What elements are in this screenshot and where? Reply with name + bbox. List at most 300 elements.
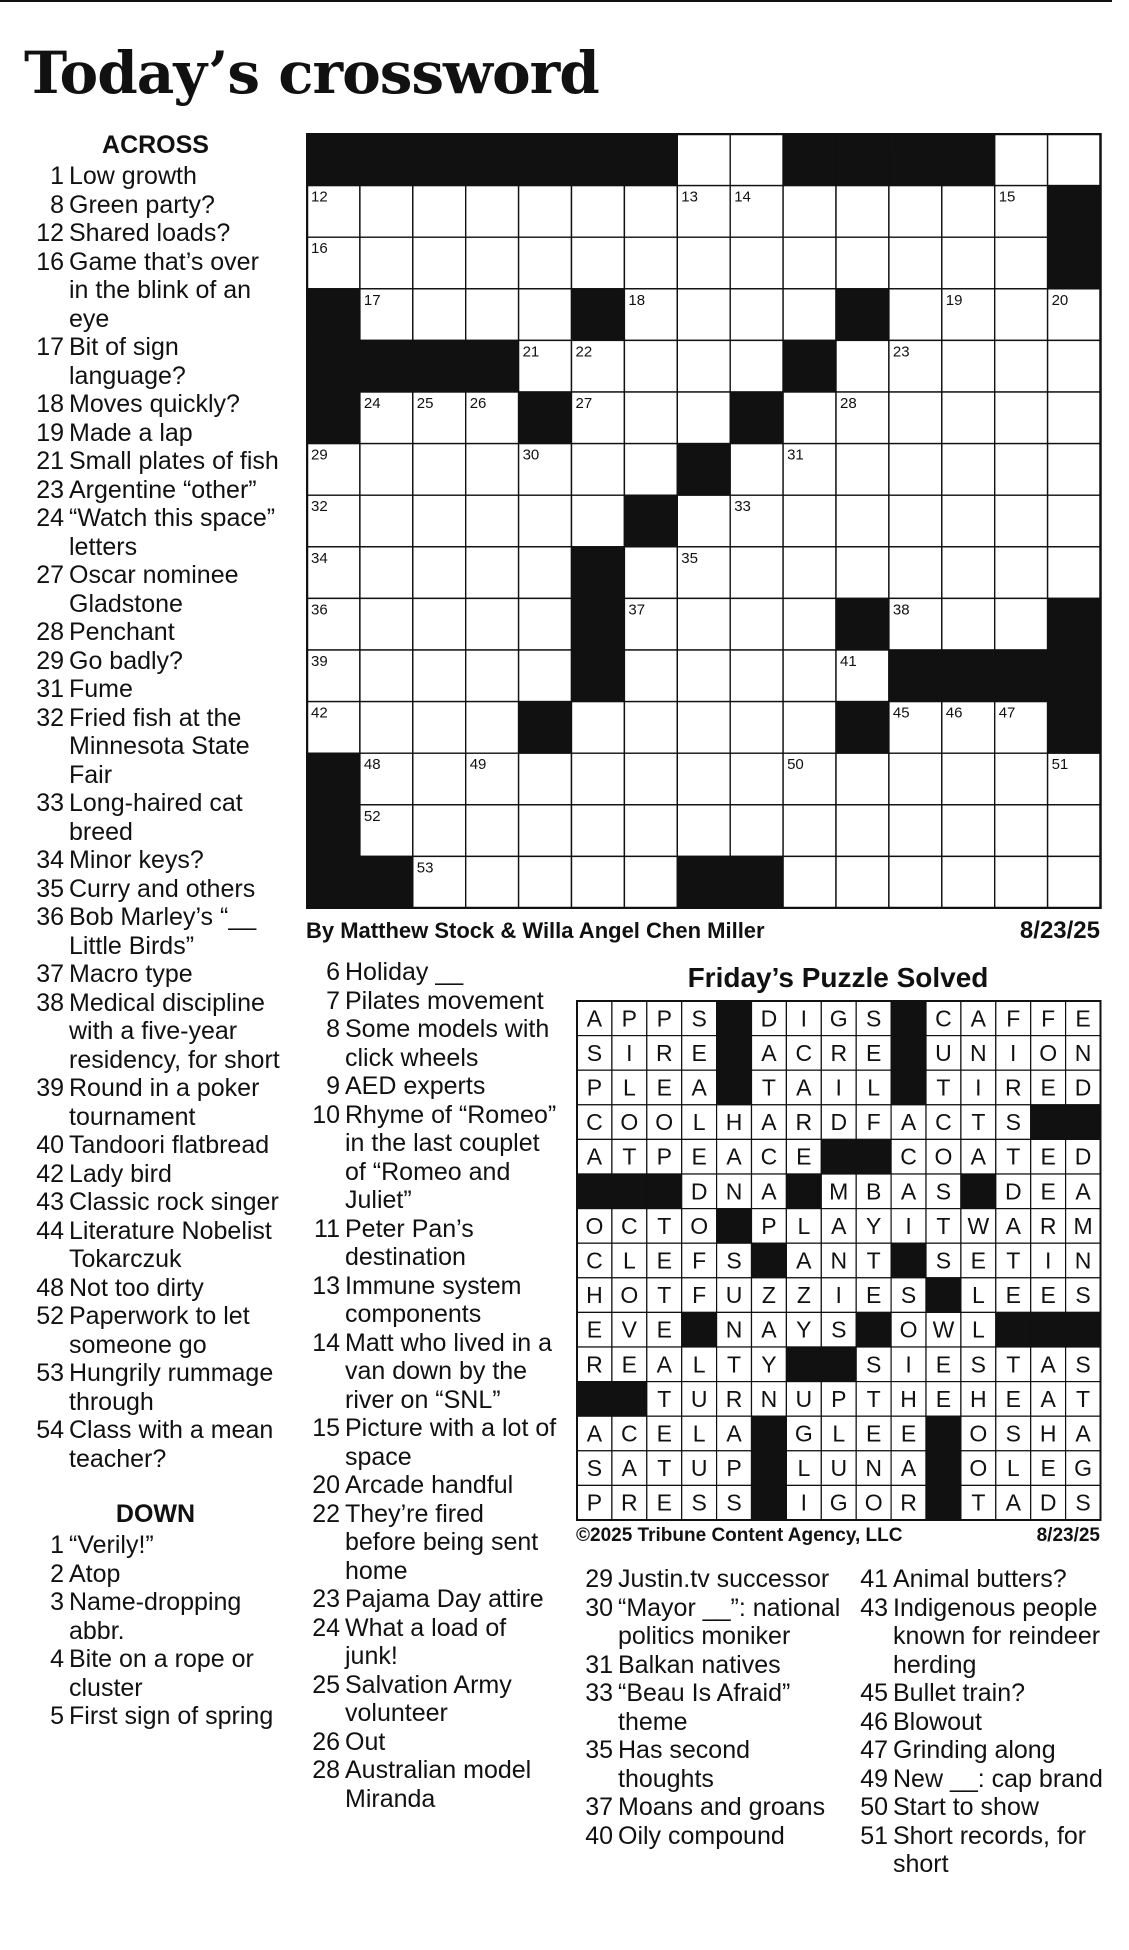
grid-cell[interactable] [360, 702, 413, 754]
down-clue-29[interactable] [577, 1565, 842, 1594]
grid-cell[interactable] [942, 753, 995, 805]
across-clue-54[interactable] [28, 1416, 283, 1473]
solution-letter: E [586, 1316, 603, 1343]
solution-letter: T [657, 1385, 672, 1412]
grid-cell[interactable] [519, 753, 572, 805]
grid-cell[interactable] [942, 805, 995, 857]
solution-letter: O [969, 1455, 988, 1482]
across-clue-27[interactable] [28, 561, 283, 618]
grid-cell[interactable] [889, 444, 942, 496]
grid-cell[interactable] [519, 598, 572, 650]
down-clue-1[interactable] [28, 1531, 283, 1560]
down-clue-6[interactable] [304, 958, 559, 987]
clue-number: 13 [312, 1271, 340, 1300]
down-clue-22[interactable] [304, 1500, 559, 1586]
crossword-grid[interactable] [306, 133, 1102, 909]
clue-number: 23 [36, 475, 64, 504]
clue-number: 40 [585, 1821, 613, 1850]
grid-cell[interactable] [942, 495, 995, 547]
grid-cell[interactable] [466, 856, 519, 908]
clue-text: Game that’s over in the blink of an eye [69, 247, 259, 333]
grid-cell[interactable] [995, 392, 1048, 444]
grid-cell[interactable] [677, 805, 730, 857]
solution-black-square [926, 1485, 961, 1520]
grid-cell[interactable] [783, 495, 836, 547]
grid-cell[interactable] [413, 547, 466, 599]
grid-cell[interactable] [519, 856, 572, 908]
solution-letter: R [1039, 1212, 1057, 1239]
solution-letter: L [971, 1316, 985, 1343]
black-square [307, 340, 360, 392]
grid-cell[interactable] [783, 237, 836, 289]
across-clue-44[interactable] [28, 1217, 283, 1274]
grid-cell[interactable] [783, 547, 836, 599]
clue-number: 25 [312, 1670, 340, 1699]
grid-cell[interactable] [624, 650, 677, 702]
grid-cell[interactable] [730, 805, 783, 857]
across-clue-28[interactable] [28, 618, 283, 647]
grid-cell[interactable] [466, 547, 519, 599]
down-clue-9[interactable] [304, 1072, 559, 1101]
grid-cell[interactable] [413, 598, 466, 650]
across-clue-35[interactable] [28, 875, 283, 904]
grid-cell[interactable] [360, 444, 413, 496]
solution-letter: H [900, 1385, 917, 1412]
grid-cell[interactable] [413, 805, 466, 857]
solution-letter: A [726, 1420, 742, 1447]
grid-cell[interactable] [942, 547, 995, 599]
down-clue-7[interactable] [304, 987, 559, 1016]
grid-cell[interactable] [942, 237, 995, 289]
grid-cell[interactable] [677, 753, 730, 805]
grid-cell[interactable] [413, 237, 466, 289]
grid-cell[interactable] [677, 598, 730, 650]
across-clue-37[interactable] [28, 960, 283, 989]
down-clue-5[interactable] [28, 1702, 283, 1731]
grid-cell[interactable] [995, 340, 1048, 392]
grid-cell[interactable] [624, 392, 677, 444]
grid-cell[interactable] [730, 134, 783, 186]
clue-number: 29 [36, 646, 64, 675]
solution-letter: D [1074, 1074, 1092, 1101]
cell-number: 15 [998, 188, 1016, 206]
down-clue-49[interactable] [852, 1765, 1117, 1794]
solution-letter: D [830, 1109, 848, 1136]
grid-cell[interactable] [889, 237, 942, 289]
cell-number: 5 [522, 137, 531, 154]
grid-cell[interactable] [466, 289, 519, 341]
grid-cell[interactable] [624, 547, 677, 599]
solution-letter: E [1040, 1074, 1056, 1101]
grid-cell[interactable] [783, 392, 836, 444]
grid-cell[interactable] [466, 495, 519, 547]
down-clue-33[interactable] [577, 1679, 842, 1736]
down-clue-51[interactable] [852, 1822, 1117, 1879]
down-clue-13[interactable] [304, 1272, 559, 1329]
solution-letter: A [761, 1316, 777, 1343]
grid-cell[interactable] [995, 547, 1048, 599]
grid-cell[interactable] [624, 805, 677, 857]
grid-cell[interactable] [730, 547, 783, 599]
solution-letter: O [620, 1109, 639, 1136]
solution-letter: T [657, 1282, 672, 1309]
across-clue-43[interactable] [28, 1188, 283, 1217]
clue-column-1 [28, 130, 283, 1731]
grid-cell[interactable] [519, 805, 572, 857]
grid-cell[interactable] [889, 547, 942, 599]
solution-letter: L [797, 1212, 811, 1239]
across-clue-53[interactable] [28, 1359, 283, 1416]
grid-cell[interactable] [995, 805, 1048, 857]
grid-cell[interactable] [730, 340, 783, 392]
grid-cell[interactable] [889, 805, 942, 857]
clue-number: 37 [36, 960, 64, 988]
across-clue-48[interactable] [28, 1274, 283, 1303]
grid-cell[interactable] [413, 650, 466, 702]
clue-number: 37 [585, 1793, 613, 1821]
clue-number: 30 [585, 1593, 613, 1622]
solution-letter: E [691, 1039, 707, 1066]
grid-cell[interactable] [730, 753, 783, 805]
clue-text: Fried fish at the Minnesota State Fair [69, 703, 250, 789]
grid-cell[interactable] [572, 495, 625, 547]
clue-number: 28 [36, 618, 64, 646]
clue-number: 8 [50, 190, 64, 219]
grid-cell[interactable] [413, 186, 466, 238]
grid-cell[interactable] [519, 237, 572, 289]
grid-cell[interactable] [677, 237, 730, 289]
grid-cell[interactable] [889, 186, 942, 238]
grid-cell[interactable] [413, 289, 466, 341]
grid-cell[interactable] [677, 340, 730, 392]
across-clue-34[interactable] [28, 846, 283, 875]
down-clue-31[interactable] [577, 1651, 842, 1680]
grid-cell[interactable] [889, 289, 942, 341]
grid-cell[interactable] [836, 237, 889, 289]
solution-letter: P [831, 1385, 847, 1412]
grid-cell[interactable] [572, 237, 625, 289]
grid-cell[interactable] [942, 856, 995, 908]
grid-cell[interactable] [1048, 134, 1101, 186]
clue-text: Pilates movement [345, 986, 544, 1015]
grid-cell[interactable] [519, 650, 572, 702]
grid-cell[interactable] [1048, 340, 1101, 392]
grid-cell[interactable] [677, 289, 730, 341]
solution-letter: F [692, 1282, 707, 1309]
grid-cell[interactable] [1048, 856, 1101, 908]
grid-cell[interactable] [572, 444, 625, 496]
solution-letter: S [1005, 1420, 1021, 1447]
grid-cell[interactable] [677, 702, 730, 754]
down-clue-45[interactable] [852, 1679, 1117, 1708]
grid-cell[interactable] [360, 650, 413, 702]
solution-letter: E [1040, 1143, 1056, 1170]
clue-number: 20 [312, 1471, 340, 1499]
down-clue-8[interactable] [304, 1015, 559, 1072]
grid-cell[interactable] [836, 856, 889, 908]
cell-number: 35 [681, 549, 698, 567]
clue-number: 23 [312, 1585, 340, 1613]
grid-cell[interactable] [942, 186, 995, 238]
grid-cell[interactable] [677, 392, 730, 444]
down-clue-40[interactable] [577, 1822, 842, 1851]
down-clue-2[interactable] [28, 1560, 283, 1589]
down-clue-46[interactable] [852, 1708, 1117, 1737]
grid-cell[interactable] [836, 753, 889, 805]
grid-cell[interactable] [942, 444, 995, 496]
grid-cell[interactable] [730, 702, 783, 754]
grid-cell[interactable] [730, 598, 783, 650]
grid-cell[interactable] [466, 237, 519, 289]
solution-letter: N [830, 1247, 848, 1274]
solution-letter: N [725, 1316, 743, 1343]
solution-letter: A [900, 1109, 917, 1136]
grid-cell[interactable] [836, 340, 889, 392]
across-clue-19[interactable] [28, 419, 283, 448]
grid-cell[interactable] [466, 805, 519, 857]
solution-letter: L [867, 1074, 881, 1101]
grid-cell[interactable] [730, 650, 783, 702]
grid-cell[interactable] [624, 753, 677, 805]
grid-cell[interactable] [995, 134, 1048, 186]
solution-letter: H [586, 1282, 603, 1309]
across-clue-29[interactable] [28, 647, 283, 676]
grid-cell[interactable] [995, 237, 1048, 289]
solution-letter: T [971, 1109, 986, 1136]
down-clue-11[interactable] [304, 1215, 559, 1272]
grid-cell[interactable] [1048, 444, 1101, 496]
clue-text: Small plates of fish [69, 447, 279, 475]
down-clue-23[interactable] [304, 1585, 559, 1614]
grid-cell[interactable] [572, 856, 625, 908]
grid-cell[interactable] [360, 186, 413, 238]
across-clue-24[interactable] [28, 504, 283, 561]
down-clue-10[interactable] [304, 1101, 559, 1215]
solution-letter: E [1040, 1178, 1056, 1205]
clue-text: Classic rock singer [69, 1188, 279, 1216]
clue-text: Made a lap [69, 418, 193, 447]
solution-letter: Y [761, 1351, 777, 1378]
grid-cell[interactable] [360, 598, 413, 650]
across-clue-42[interactable] [28, 1160, 283, 1189]
grid-cell[interactable] [466, 444, 519, 496]
grid-cell[interactable] [572, 753, 625, 805]
grid-cell[interactable] [572, 186, 625, 238]
grid-cell[interactable] [836, 495, 889, 547]
grid-cell[interactable] [783, 702, 836, 754]
grid-cell[interactable] [466, 598, 519, 650]
grid-cell[interactable] [942, 340, 995, 392]
down-clue-28[interactable] [304, 1756, 559, 1813]
black-square [836, 598, 889, 650]
solution-letter: O [620, 1282, 639, 1309]
black-square [1048, 598, 1101, 650]
down-clue-3[interactable] [28, 1588, 283, 1645]
grid-cell[interactable] [466, 650, 519, 702]
clue-number: 44 [36, 1216, 64, 1245]
grid-cell[interactable] [730, 444, 783, 496]
clue-number: 1 [50, 162, 64, 190]
grid-cell[interactable] [624, 237, 677, 289]
clue-number: 33 [36, 789, 64, 817]
grid-cell[interactable] [624, 702, 677, 754]
grid-cell[interactable] [836, 444, 889, 496]
grid-cell[interactable] [1048, 495, 1101, 547]
solution-letter: T [1006, 1143, 1021, 1170]
grid-cell[interactable] [519, 495, 572, 547]
across-clue-21[interactable] [28, 447, 283, 476]
grid-cell[interactable] [995, 289, 1048, 341]
grid-cell[interactable] [360, 547, 413, 599]
solution-letter: D [1074, 1143, 1092, 1170]
grid-cell[interactable] [995, 856, 1048, 908]
across-clue-36[interactable] [28, 903, 283, 960]
solution-letter: Z [796, 1282, 811, 1309]
puzzle-date: 8/23/25 [1019, 917, 1100, 944]
grid-cell[interactable] [783, 856, 836, 908]
grid-cell[interactable] [572, 702, 625, 754]
down-clue-47[interactable] [852, 1736, 1117, 1765]
clue-number: 16 [36, 247, 64, 276]
grid-cell[interactable] [572, 805, 625, 857]
solution-letter: F [866, 1109, 881, 1136]
grid-cell[interactable] [1048, 392, 1101, 444]
solution-black-square [926, 1278, 961, 1313]
solution-letter: N [865, 1455, 882, 1482]
cell-number: 52 [363, 807, 381, 825]
down-clue-20[interactable] [304, 1471, 559, 1500]
solution-letter: E [935, 1385, 952, 1412]
grid-cell[interactable] [624, 856, 677, 908]
across-clue-8[interactable] [28, 191, 283, 220]
grid-cell[interactable] [624, 340, 677, 392]
down-clue-35[interactable] [577, 1736, 842, 1793]
grid-cell[interactable] [783, 805, 836, 857]
across-clue-12[interactable] [28, 219, 283, 248]
across-clue-33[interactable] [28, 789, 283, 846]
cell-number: 12 [311, 188, 328, 206]
grid-cell[interactable] [889, 856, 942, 908]
grid-cell[interactable] [995, 495, 1048, 547]
down-clue-4[interactable] [28, 1645, 283, 1702]
grid-cell[interactable] [783, 650, 836, 702]
across-clue-1[interactable] [28, 162, 283, 191]
grid-cell[interactable] [360, 237, 413, 289]
grid-cell[interactable] [1048, 547, 1101, 599]
grid-cell[interactable] [836, 547, 889, 599]
solution-black-square [821, 1347, 856, 1382]
across-clue-18[interactable] [28, 390, 283, 419]
grid-cell[interactable] [889, 495, 942, 547]
grid-cell[interactable] [836, 186, 889, 238]
grid-cell[interactable] [360, 495, 413, 547]
across-clue-52[interactable] [28, 1302, 283, 1359]
grid-cell[interactable] [413, 444, 466, 496]
grid-cell[interactable] [1048, 805, 1101, 857]
grid-cell[interactable] [730, 237, 783, 289]
solution-black-square [891, 1001, 926, 1036]
down-clue-41[interactable] [852, 1565, 1117, 1594]
solution-letter: A [1005, 1489, 1021, 1516]
down-clue-24[interactable] [304, 1614, 559, 1671]
grid-cell[interactable] [677, 495, 730, 547]
grid-cell[interactable] [624, 186, 677, 238]
solution-letter: E [1005, 1282, 1021, 1309]
solution-letter: O [864, 1489, 883, 1516]
clue-number: 31 [36, 675, 64, 703]
grid-cell[interactable] [677, 134, 730, 186]
clue-text: “Beau Is Afraid” theme [618, 1679, 791, 1736]
across-clue-31[interactable] [28, 675, 283, 704]
cell-number: 51 [1051, 756, 1069, 774]
solution-letter: S [865, 1005, 882, 1032]
down-clue-25[interactable] [304, 1671, 559, 1728]
clue-number: 42 [36, 1159, 64, 1188]
grid-cell[interactable] [466, 186, 519, 238]
clue-number: 46 [860, 1707, 888, 1736]
across-clue-17[interactable] [28, 333, 283, 390]
across-clue-39[interactable] [28, 1074, 283, 1131]
across-clue-23[interactable] [28, 476, 283, 505]
down-clue-37[interactable] [577, 1793, 842, 1822]
grid-cell[interactable] [995, 753, 1048, 805]
down-clue-50[interactable] [852, 1793, 1117, 1822]
down-clue-14[interactable] [304, 1329, 559, 1415]
grid-cell[interactable] [942, 598, 995, 650]
cell-number: 41 [840, 653, 857, 670]
grid-cell[interactable] [783, 186, 836, 238]
across-clue-16[interactable] [28, 248, 283, 334]
solution-letter: N [1074, 1247, 1092, 1274]
down-clue-15[interactable] [304, 1414, 559, 1471]
grid-cell[interactable] [519, 547, 572, 599]
grid-cell[interactable] [942, 392, 995, 444]
down-clue-30[interactable] [577, 1594, 842, 1651]
grid-cell[interactable] [783, 598, 836, 650]
grid-cell[interactable] [413, 753, 466, 805]
grid-cell[interactable] [413, 702, 466, 754]
black-square [572, 598, 625, 650]
cell-number: 38 [892, 601, 910, 619]
down-clue-26[interactable] [304, 1728, 559, 1757]
solution-letter: O [585, 1212, 604, 1239]
grid-cell[interactable] [624, 444, 677, 496]
grid-cell[interactable] [730, 289, 783, 341]
clue-text: AED experts [345, 1072, 486, 1100]
grid-cell[interactable] [889, 392, 942, 444]
across-clue-32[interactable] [28, 704, 283, 790]
solution-letter: D [690, 1178, 708, 1205]
black-square [677, 856, 730, 908]
cell-number: 17 [363, 291, 381, 309]
grid-cell[interactable] [466, 702, 519, 754]
grid-cell[interactable] [995, 598, 1048, 650]
solution-black-square [752, 1451, 787, 1486]
solution-letter: T [657, 1455, 672, 1482]
grid-cell[interactable] [836, 805, 889, 857]
grid-cell[interactable] [783, 289, 836, 341]
grid-cell[interactable] [889, 753, 942, 805]
across-clue-40[interactable] [28, 1131, 283, 1160]
grid-cell[interactable] [519, 186, 572, 238]
solution-letter: S [900, 1282, 917, 1309]
grid-cell[interactable] [677, 650, 730, 702]
grid-cell[interactable] [995, 444, 1048, 496]
grid-cell[interactable] [519, 289, 572, 341]
grid-cell[interactable] [413, 495, 466, 547]
across-clue-38[interactable] [28, 989, 283, 1075]
down-clue-43[interactable] [852, 1594, 1117, 1680]
